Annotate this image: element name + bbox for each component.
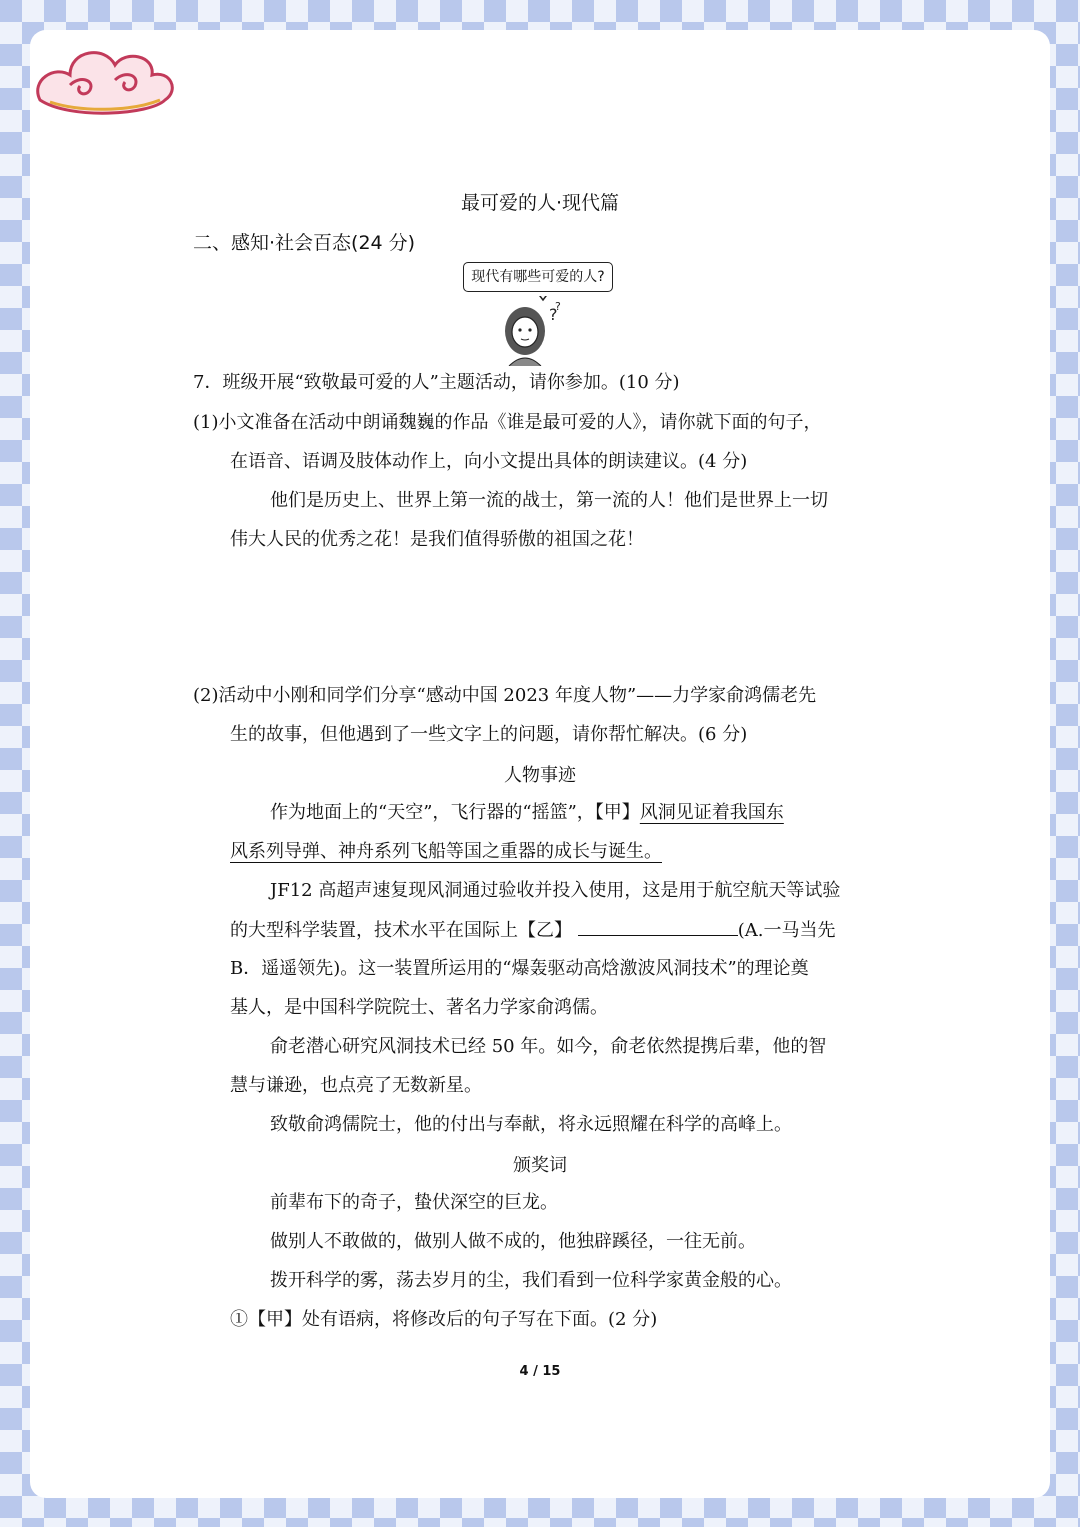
question-7-stem: 7．班级开展“致敬最可爱的人”主题活动，请你参加。(10 分) bbox=[193, 372, 680, 393]
q7-part1-line1: (1)小文准备在活动中朗诵魏巍的作品《谁是最可爱的人》，请你就下面的句子， bbox=[193, 412, 822, 433]
thinking-girl-illustration bbox=[495, 296, 570, 366]
task-1: ①【甲】处有语病，将修改后的句子写在下面。(2 分) bbox=[230, 1309, 658, 1330]
story-p2-line1: JF12 高超声速复现风洞通过验收并投入使用，这是用于航空航天等试验 bbox=[270, 880, 841, 901]
speech-bubble: 现代有哪些可爱的人? bbox=[463, 262, 613, 292]
q7-part2-line2: 生的故事，但他遇到了一些文字上的问题，请你帮忙解决。(6 分) bbox=[230, 724, 748, 745]
page-number: 4 / 15 bbox=[519, 1364, 561, 1379]
award-line2: 做别人不敢做的，做别人做不成的，他独辟蹊径，一往无前。 bbox=[270, 1231, 756, 1252]
story-p4: 致敬俞鸿儒院士，他的付出与奉献，将永远照耀在科学的高峰上。 bbox=[270, 1114, 792, 1135]
story-p1-text: 作为地面上的“天空”，飞行器的“摇篮”，【甲】 bbox=[270, 802, 640, 823]
quote-line2: 伟大人民的优秀之花！是我们值得骄傲的祖国之花！ bbox=[230, 529, 644, 550]
sentence-jia-underlined: 风洞见证着我国东 bbox=[639, 802, 784, 823]
svg-text:?: ? bbox=[555, 300, 561, 313]
section-heading: 二、感知·社会百态(24 分) bbox=[193, 232, 416, 254]
story-p1-line2 bbox=[230, 839, 662, 865]
story-p2-text: 的大型科学装置，技术水平在国际上【乙】 bbox=[230, 920, 572, 941]
story-p2-line4: 基人，是中国科学院院士、著名力学家俞鸿儒。 bbox=[230, 997, 608, 1018]
blank-yi[interactable] bbox=[578, 917, 738, 936]
story-p3-line1: 俞老潜心研究风洞技术已经 50 年。如今，俞老依然提携后辈，他的智 bbox=[270, 1036, 827, 1057]
story-heading: 人物事迹 bbox=[504, 765, 576, 786]
worksheet-page bbox=[30, 30, 1050, 1498]
award-line1: 前辈布下的奇子，蛰伏深空的巨龙。 bbox=[270, 1192, 558, 1213]
auspicious-cloud-icon bbox=[30, 30, 190, 140]
story-p2-line2 bbox=[230, 917, 835, 944]
q7-part2-line1: (2)活动中小刚和同学们分享“感动中国 2023 年度人物”——力学家俞鸿儒老先 bbox=[193, 685, 817, 706]
story-p3-line2: 慧与谦逊，也点亮了无数新星。 bbox=[230, 1075, 482, 1096]
award-line3: 拨开科学的雾，荡去岁月的尘，我们看到一位科学家黄金般的心。 bbox=[270, 1270, 792, 1291]
story-p1-line1 bbox=[270, 800, 784, 826]
page-title: 最可爱的人·现代篇 bbox=[460, 192, 620, 214]
svg-text:?: ? bbox=[549, 305, 558, 324]
sentence-jia-underlined-cont: 风系列导弹、神舟系列飞船等国之重器的成长与诞生。 bbox=[230, 841, 662, 862]
story-p2-line3: B．遥遥领先)。这一装置所运用的“爆轰驱动高焓激波风洞技术”的理论奠 bbox=[230, 958, 809, 979]
q7-part1-line2: 在语音、语调及肢体动作上，向小文提出具体的朗读建议。(4 分) bbox=[230, 451, 748, 472]
option-a: (A.一马当先 bbox=[737, 920, 836, 941]
quote-line1: 他们是历史上、世界上第一流的战士，第一流的人！他们是世界上一切 bbox=[270, 490, 828, 511]
award-heading: 颁奖词 bbox=[513, 1155, 567, 1176]
